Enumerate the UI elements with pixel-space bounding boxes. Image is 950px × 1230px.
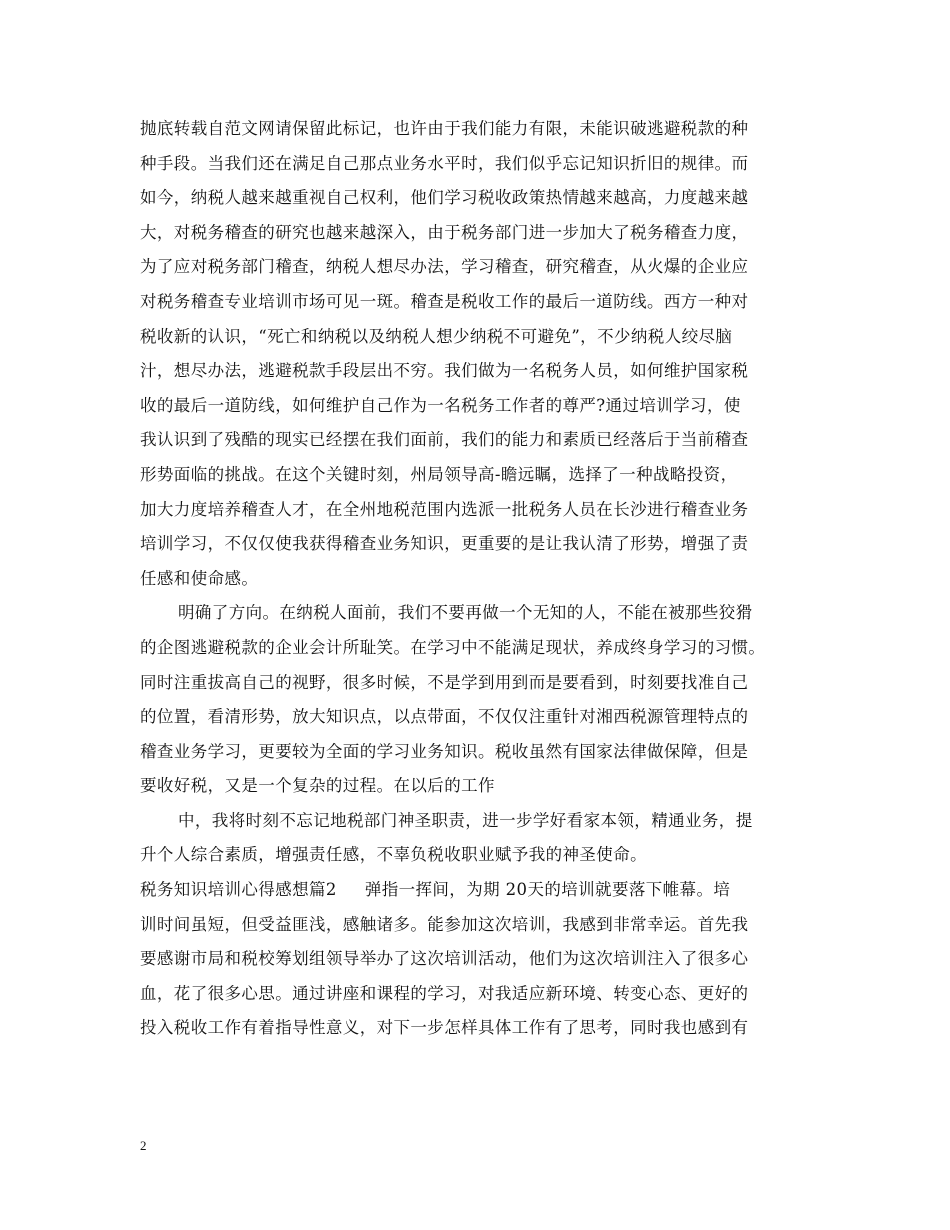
text-line: 对税务稽查专业培训市场可见一斑。稽查是税收工作的最后一道防线。西方一种对 — [140, 291, 749, 311]
text-line: 加大力度培养稽查人才，在全州地税范围内选派一批税务人员在长沙进行稽查业务 — [140, 499, 749, 519]
text-line: 种手段。当我们还在满足自己那点业务水平时，我们似乎忘记知识折旧的规律。而 — [140, 153, 749, 173]
section-first-text: 弹指一挥间，为期 20天的培训就要落下帷幕。培 — [364, 880, 731, 900]
text-line: 投入税收工作有着指导性意义，对下一步怎样具体工作有了思考，同时我也感到有 — [140, 1018, 749, 1038]
text-line: 如今，纳税人越来越重视自己权利，他们学习税收政策热情越来越高，力度越来越 — [140, 188, 749, 208]
text-line: 税收新的认识，“死亡和纳税以及纳税人想少纳税不可避免”，不少纳税人绞尽脑 — [140, 326, 733, 346]
text-line: 收的最后一道防线，如何维护自己作为一名税务工作者的尊严?通过培训学习，使 — [140, 395, 741, 415]
text-line: 我认识到了残酷的现实已经摆在我们面前，我们的能力和素质已经落后于当前稽查 — [140, 430, 749, 450]
text-line: 训时间虽短，但受益匪浅，感触诸多。能参加这次培训，我感到非常幸运。首先我 — [140, 914, 749, 934]
section-title: 税务知识培训心得感想篇2 — [140, 880, 337, 900]
text-line: 要感谢市局和税校筹划组领导举办了这次培训活动，他们为这次培训注入了很多心 — [140, 949, 749, 969]
text-line: 的企图逃避税款的企业会计所耻笑。在学习中不能满足现状，养成终身学习的习惯。 — [140, 637, 766, 657]
paragraph-start-line: 明确了方向。在纳税人面前，我们不要再做一个无知的人，不能在被那些狡猾 — [178, 603, 753, 623]
text-line: 抛底转载自范文网请保留此标记，也许由于我们能力有限，未能识破逃避税款的种 — [140, 119, 749, 138]
text-line: 任感和使命感。 — [140, 568, 259, 588]
text-line: 为了应对税务部门稽查，纳税人想尽办法，学习稽查，研究稽查，从火爆的企业应 — [140, 257, 749, 277]
text-line: 同时注重拔高自己的视野，很多时候，不是学到用到而是要看到，时刻要找准自己 — [140, 672, 749, 692]
text-line: 形势面临的挑战。在这个关键时刻，州局领导高-瞻远瞩，选择了一种战略投资， — [140, 464, 738, 484]
page-number: 2 — [140, 1138, 147, 1153]
text-line: 升个人综合素质，增强责任感，不辜负税收职业赋予我的神圣使命。 — [140, 845, 647, 865]
text-line: 血，花了很多心思。通过讲座和课程的学习，对我适应新环境、转变心态、更好的 — [140, 983, 749, 1003]
section-heading-line — [140, 873, 830, 908]
text-line: 稽查业务学习，更要较为全面的学习业务知识。税收虽然有国家法律做保障，但是 — [140, 741, 749, 761]
text-line: 的位置，看清形势，放大知识点，以点带面，不仅仅注重针对湘西税源管理特点的 — [140, 707, 749, 727]
text-line: 汁，想尽办法，逃避税款手段层出不穷。我们做为一名税务人员，如何维护国家税 — [140, 361, 749, 381]
paragraph-start-line: 中，我将时刻不忘记地税部门神圣职责，进一步学好看家本领，精通业务，提 — [178, 810, 753, 830]
text-line: 大，对税务稽查的研究也越来越深入，由于税务部门进一步加大了税务稽查力度， — [140, 222, 749, 242]
text-line: 要收好税，又是一个复杂的过程。在以后的工作 — [140, 776, 495, 796]
text-line: 培训学习，不仅仅使我获得稽查业务知识，更重要的是让我认清了形势，增强了责 — [140, 534, 749, 554]
body-text — [140, 112, 830, 1046]
